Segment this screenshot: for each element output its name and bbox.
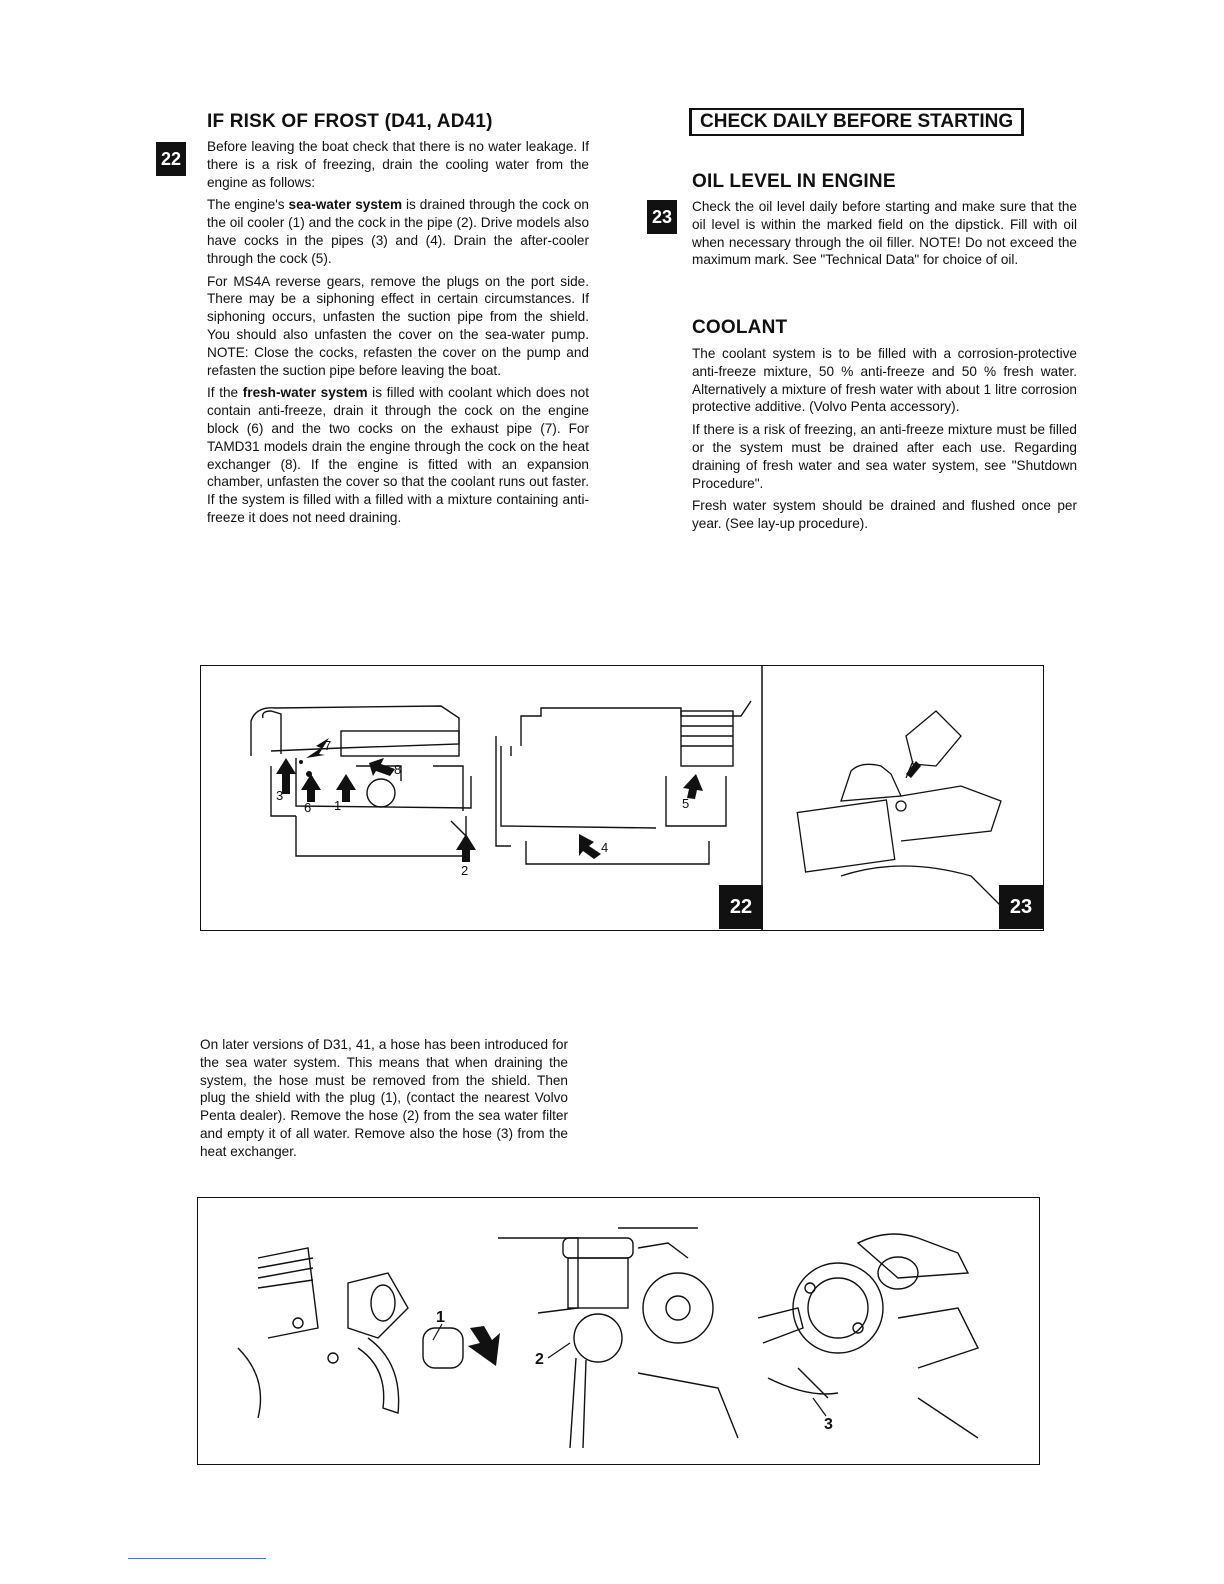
- figure-22-23: [200, 665, 1044, 931]
- frost-paragraph-3: For MS4A reverse gears, remove the plugs on the port side. There may be a siphoning effect in certain circumstances. If siphoning occurs, unfasten the suction pipe from the shield. You should also unfasten the cover on the sea-water pump. NOTE: Close the cocks, refasten the cover on the pump and refasten the suction pipe before leaving the boat.: [207, 273, 589, 378]
- footnote-rule: [128, 1558, 266, 1559]
- coolant-paragraph-2: If there is a risk of freezing, an anti-freeze mixture must be filled or the system must be drained after each use. Regarding draining of fresh water and sea water system, see "Shutdown Procedure".: [692, 422, 1077, 491]
- callout-5: 5: [682, 796, 690, 811]
- callout-3: 3: [276, 788, 284, 803]
- callout-hose-2: 2: [535, 1351, 544, 1368]
- heat-exchanger-illustration: [758, 1234, 978, 1438]
- drain-arrows-right: [579, 774, 703, 859]
- later-versions-text: [200, 1036, 568, 1166]
- oil-text: [692, 198, 1077, 274]
- figure-badge-23: 23: [999, 885, 1043, 929]
- coolant-paragraph-3: Fresh water system should be drained and flushed once per year. (See lay-up procedure).: [692, 498, 1077, 532]
- figure-2-callouts: [436, 1309, 833, 1433]
- oil-paragraph: Check the oil level daily before starting and make sure that the oil level is within the marked field on the dipstick. Fill with oil when necessary through the oil filler. NOTE! Do not exceed the maximum mark. See "Technical Data" for choice of oil.: [692, 199, 1077, 268]
- frost-text: [207, 138, 589, 532]
- sea-water-filter-illustration: [498, 1228, 738, 1448]
- frost-paragraph-2: The engine's sea-water system is drained through the cock on the oil cooler (1) and the cock in the pipe (2). Drive models also have cocks in the pipes (3) and (4). Drain the after-cooler through the cock (5).: [207, 197, 589, 266]
- frost-paragraph-4: If the fresh-water system is filled with coolant which does not contain anti-freeze, drain it through the cock on the engine block (6) and the two cocks on the exhaust pipe (7). For TAMD31 models drain the engine through the cock on the heat exchanger (8). If the engine is fitted with an expansion chamber, unfasten the cover so that the coolant runs out faster. If the system is filled with a filled with a mixture containing anti-freeze it does not need draining.: [207, 385, 589, 525]
- callout-2: 2: [461, 863, 469, 878]
- figure-badge-22: 22: [719, 885, 763, 929]
- callout-6: 6: [304, 800, 312, 815]
- callout-hose-3: 3: [824, 1416, 833, 1433]
- callout-4: 4: [601, 840, 609, 855]
- frost-paragraph-1: Before leaving the boat check that there is no water leakage. If there is a risk of freezing, drain the cooling water from the engine as follows:: [207, 139, 589, 190]
- section-title-coolant: COOLANT: [692, 317, 788, 338]
- callout-hose-1: 1: [436, 1309, 445, 1326]
- callout-8: 8: [394, 762, 402, 777]
- oil-filler-illustration: [797, 711, 1001, 906]
- section-title-oil-level: OIL LEVEL IN ENGINE: [692, 171, 896, 192]
- figure-hose-removal-drawing: [198, 1198, 1039, 1464]
- figure-hose-removal: [197, 1197, 1040, 1465]
- callout-7: 7: [324, 738, 332, 753]
- figure-22-23-drawing: [201, 666, 1043, 930]
- shield-plug-illustration: [238, 1248, 463, 1418]
- figure-1-callouts: [276, 738, 689, 878]
- later-versions-paragraph: On later versions of D31, 41, a hose has been introduced for the sea water system. This means that when draining the system, the hose must be removed from the shield. Then plug the shield with the plug (1), (contact the nearest Volvo Penta dealer). Remove the hose (2) from the sea water filter and empty it of all water. Remove also the hose (3) from the heat exchanger.: [200, 1037, 568, 1159]
- engine-top-view-illustration: [496, 701, 751, 864]
- section-badge-23: 23: [647, 200, 677, 234]
- callout-1: 1: [334, 798, 342, 813]
- section-title-frost: IF RISK OF FROST (D41, AD41): [207, 111, 493, 132]
- coolant-paragraph-1: The coolant system is to be filled with a corrosion-protective anti-freeze mixture, 50 % anti-freeze and 50 % fresh water. Alternatively a mixture of fresh water with about 1 litre corrosion protective additive. (Volvo Penta accessory).: [692, 346, 1077, 415]
- coolant-text: [692, 345, 1077, 538]
- check-daily-header: CHECK DAILY BEFORE STARTING: [689, 108, 1024, 136]
- section-badge-22: 22: [156, 142, 186, 176]
